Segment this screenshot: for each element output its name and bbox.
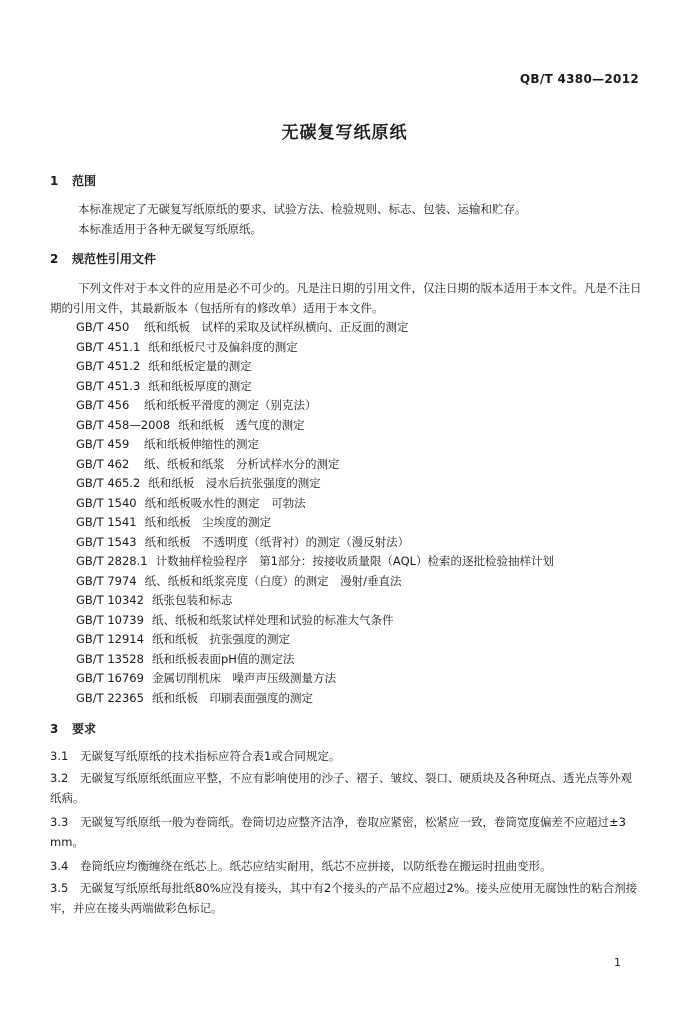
reference-title: 纸和纸板 试样的采取及试样纵横向、正反面的测定 [144,320,409,334]
reference-code: GB/T 451.1 [76,339,141,354]
reference-code: GB/T 1541 [76,515,137,529]
reference-title: 纸、纸板和纸浆 分析试样水分的测定 [144,456,340,471]
reference-code: GB/T 1540 [76,495,137,510]
reference-code: GB/T 10739 [76,612,144,627]
reference-item [76,552,554,572]
section-number: 2 [50,252,59,266]
reference-title: 纸和纸板伸缩性的测定 [144,437,259,451]
reference-title: 纸张包装和标志 [151,593,233,607]
reference-code: GB/T 451.3 [76,378,141,393]
scope-paragraph-1: 本标准规定了无碳复写纸原纸的要求、试验方法、检验规则、标志、包装、运输和贮存。 [78,202,527,216]
section-1-heading [50,172,96,189]
reference-title: 纸和纸板 不透明度（纸背衬）的测定（漫反射法） [144,534,410,549]
reference-item [76,338,554,358]
reference-item [76,435,554,455]
reference-code: GB/T 459 [76,437,130,451]
reference-code: GB/T 13528 [76,651,144,666]
requirement-text: 无碳复写纸原纸的技术指标应符合表1或合同规定。 [80,749,341,763]
reference-item [76,416,554,436]
reference-title: 纸和纸板定量的测定 [148,359,252,373]
reference-title: 纸和纸板 印刷表面强度的测定 [151,690,313,705]
reference-title: 纸和纸板 尘埃度的测定 [144,515,272,529]
requirement-text: 无碳复写纸原纸纸面应平整，不应有影响使用的沙子、褶子、皱纹、裂口、硬质块及各种斑点、透光点等外观纸病。 [50,771,632,805]
reference-item [76,455,554,475]
reference-title: 纸和纸板 浸水后抗张强度的测定 [148,476,321,490]
requirement-text: 无碳复写纸原纸每批纸80%应没有接头，其中有2个接头的产品不应超过2%。接头应使用无腐蚀性的粘合剂接牢，并应在接头两端做彩色标记。 [50,881,638,915]
reference-title: 纸和纸板 抗张强度的测定 [151,632,290,646]
reference-item [76,474,554,494]
reference-item [76,494,554,514]
reference-item [76,357,554,377]
reference-item [76,689,554,709]
requirement-item [50,812,642,852]
reference-code: GB/T 22365 [76,690,144,705]
reference-item [76,513,554,533]
reference-code: GB/T 7974 [76,573,137,588]
reference-title: 计数抽样检验程序 第1部分：按接收质量限（AQL）检索的逐批检验抽样计划 [155,554,555,568]
section-number: 3 [50,722,59,736]
reference-item [76,591,554,611]
requirement-number: 3.3 [50,815,69,829]
section-2-heading [50,250,156,267]
section-number: 1 [50,174,59,188]
reference-item [76,630,554,650]
section-title: 范围 [72,174,97,188]
section-title: 规范性引用文件 [72,252,157,266]
requirement-item [50,878,642,918]
scope-paragraph-2: 本标准适用于各种无碳复写纸原纸。 [78,222,262,236]
reference-code: GB/T 458—2008 [76,417,171,432]
reference-item [76,669,554,689]
reference-code: GB/T 1543 [76,534,137,549]
requirement-number: 3.5 [50,881,69,895]
reference-code: GB/T 451.2 [76,359,141,373]
reference-code: GB/T 456 [76,398,130,412]
reference-item [76,533,554,553]
reference-code: GB/T 450 [76,320,130,334]
section-3-heading [50,720,96,737]
reference-title: 纸、纸板和纸浆亮度（白度）的测定 漫射/垂直法 [144,573,402,588]
reference-title: 金属切削机床 噪声声压级测量方法 [151,671,336,685]
requirement-item [50,768,642,808]
reference-title: 纸和纸板厚度的测定 [148,378,252,393]
normative-references-intro: 下列文件对于本文件的应用是必不可少的。凡是注日期的引用文件，仅注日期的版本适用于本文件。凡是不注日期的引用文件，其最新版本（包括所有的修改单）适用于本文件。 [50,281,642,315]
requirement-number: 3.4 [50,859,69,873]
page-number: 1 [614,956,621,969]
reference-item [76,611,554,631]
reference-item [76,650,554,670]
reference-title: 纸和纸板吸水性的测定 可勃法 [144,495,306,510]
reference-item [76,318,554,338]
reference-item [76,572,554,592]
requirement-text: 卷筒纸应均衡缠绕在纸芯上。纸芯应结实耐用，纸芯不应拼接，以防纸卷在搬运时扭曲变形。 [80,859,552,873]
section-title: 要求 [72,722,97,736]
reference-code: GB/T 16769 [76,671,144,685]
reference-code: GB/T 2828.1 [76,554,148,568]
reference-code: GB/T 462 [76,456,130,471]
reference-code: GB/T 465.2 [76,476,141,490]
reference-code: GB/T 12914 [76,632,144,646]
reference-title: 纸和纸板尺寸及偏斜度的测定 [148,339,298,354]
requirement-number: 3.2 [50,771,69,785]
reference-item [76,396,554,416]
reference-title: 纸和纸板表面pH值的测定法 [151,651,295,666]
reference-item [76,377,554,397]
requirement-item [50,856,642,876]
document-title: 无碳复写纸原纸 [281,123,408,143]
requirement-number: 3.1 [50,749,69,763]
requirement-text: 无碳复写纸原纸一般为卷筒纸。卷筒切边应整齐洁净，卷取应紧密，松紧应一致，卷筒宽度偏差不应超过±3 mm。 [50,815,626,849]
requirement-item [50,746,642,766]
standard-number: QB/T 4380—2012 [519,72,639,86]
reference-list [76,318,554,708]
reference-title: 纸和纸板平滑度的测定（别克法） [144,398,317,412]
reference-title: 纸和纸板 透气度的测定 [178,417,305,432]
reference-code: GB/T 10342 [76,593,144,607]
reference-title: 纸、纸板和纸浆试样处理和试验的标准大气条件 [151,612,394,627]
